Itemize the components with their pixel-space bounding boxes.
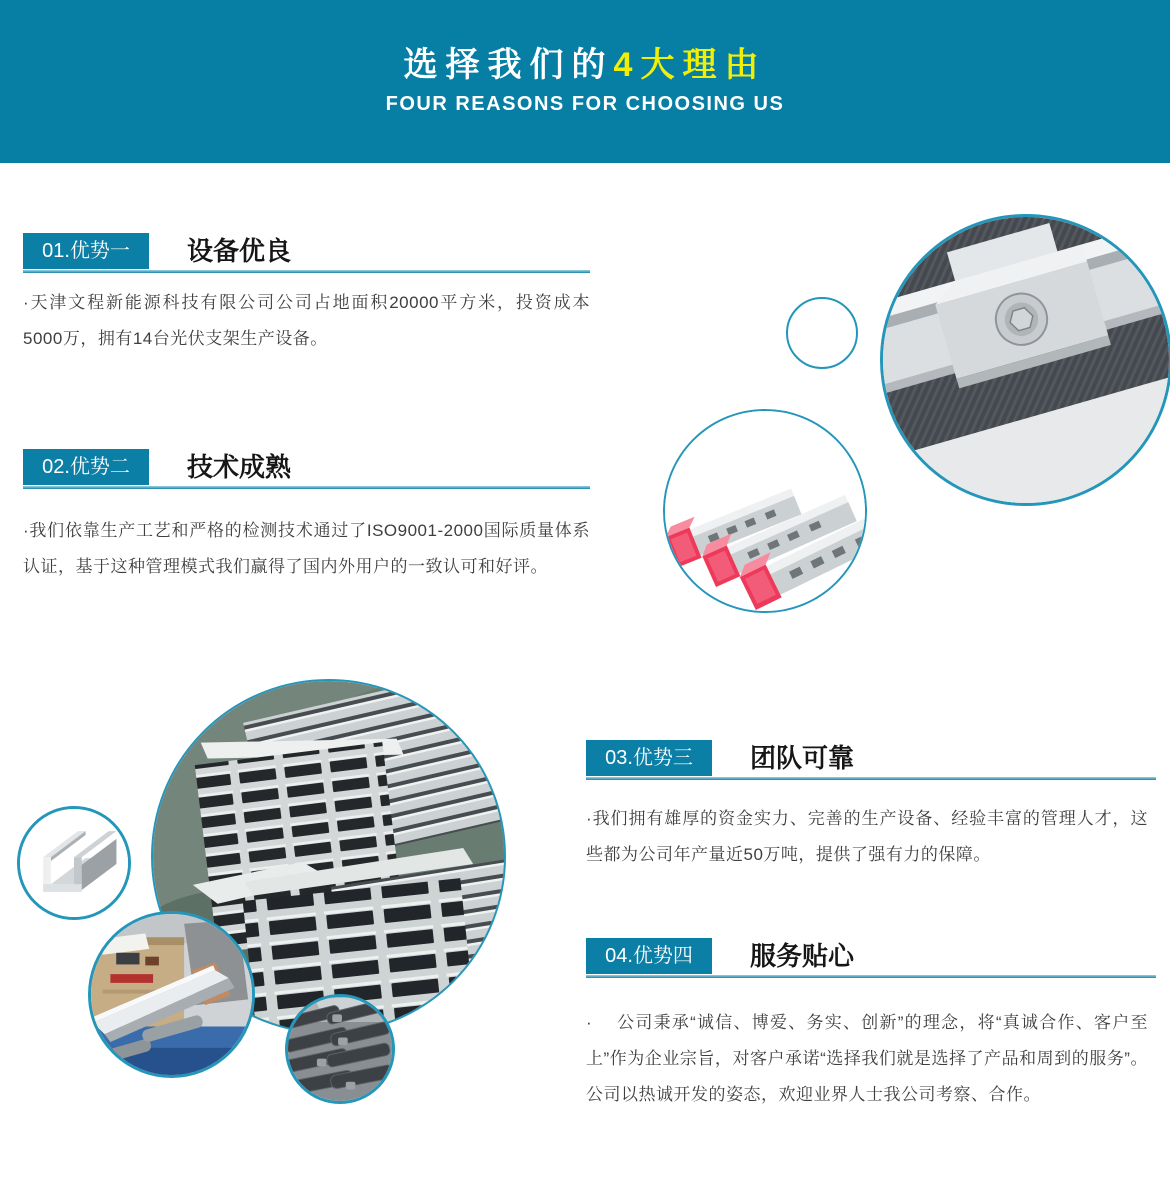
advantage-text-2: ·我们依靠生产工艺和严格的检测技术通过了ISO9001-2000国际质量体系认证，基于这种管理模式我们赢得了国内外用户的一致认可和好评。 — [23, 521, 590, 576]
page-title — [0, 0, 1170, 84]
heading-underline — [23, 486, 590, 489]
advantage-section-2 — [23, 449, 590, 599]
page-title-yellow: 4大理由 — [613, 46, 767, 84]
advantage-text-1: ·天津文程新能源科技有限公司公司占地面积20000平方米，投资成本5000万，拥有14台光伏支架生产设备。 — [23, 293, 590, 348]
advantage-section-3 — [586, 740, 1156, 890]
page-title-white: 选择我们的 — [403, 46, 614, 84]
advantage-section-4 — [586, 938, 1156, 1128]
advantage-title-3: 团队可靠 — [750, 743, 855, 773]
advantage-title-2: 技术成熟 — [187, 452, 292, 482]
photo-angle-bars-circle — [663, 409, 867, 613]
steel-bundles-photo — [288, 997, 392, 1101]
u-channel-photo — [20, 809, 128, 917]
heading-underline — [586, 777, 1156, 780]
factory-photo — [91, 914, 252, 1075]
photo-u-channel-circle — [17, 806, 131, 920]
section-header — [23, 233, 590, 269]
photo-steel-bundles-circle — [285, 994, 395, 1104]
angle-bars-photo — [665, 411, 865, 611]
advantage-badge-4: 04.优势四 — [586, 938, 712, 974]
section-header — [586, 938, 1156, 974]
advantage-text-4: · 公司秉承“诚信、博爱、务实、创新”的理念，将“真诚合作、客户至上”作为企业宗旨，对客户承诺“选择我们就是选择了产品和周到的服务”。公司以热诚开发的姿态，欢迎业界人士我公司考察、合作。 — [586, 1013, 1148, 1104]
advantage-badge-2: 02.优势二 — [23, 449, 149, 485]
heading-underline — [23, 270, 590, 273]
photo-factory-circle — [88, 911, 255, 1078]
advantage-title-4: 服务贴心 — [750, 941, 855, 971]
section-header — [23, 449, 590, 485]
advantage-title-1: 设备优良 — [187, 236, 292, 266]
advantage-badge-1: 01.优势一 — [23, 233, 149, 269]
advantage-section-1 — [23, 233, 590, 373]
advantage-badge-3: 03.优势三 — [586, 740, 712, 776]
section-header — [586, 740, 1156, 776]
heading-underline — [586, 975, 1156, 978]
photo-solar-clamp-circle — [880, 214, 1170, 506]
banner — [0, 0, 1170, 163]
decorative-empty-circle — [786, 297, 858, 369]
solar-clamp-photo — [883, 217, 1169, 503]
advantage-text-3: ·我们拥有雄厚的资金实力、完善的生产设备、经验丰富的管理人才，这些都为公司年产量近50万吨，提供了强有力的保障。 — [586, 809, 1148, 864]
page-subtitle: FOUR REASONS FOR CHOOSING US — [385, 93, 785, 116]
